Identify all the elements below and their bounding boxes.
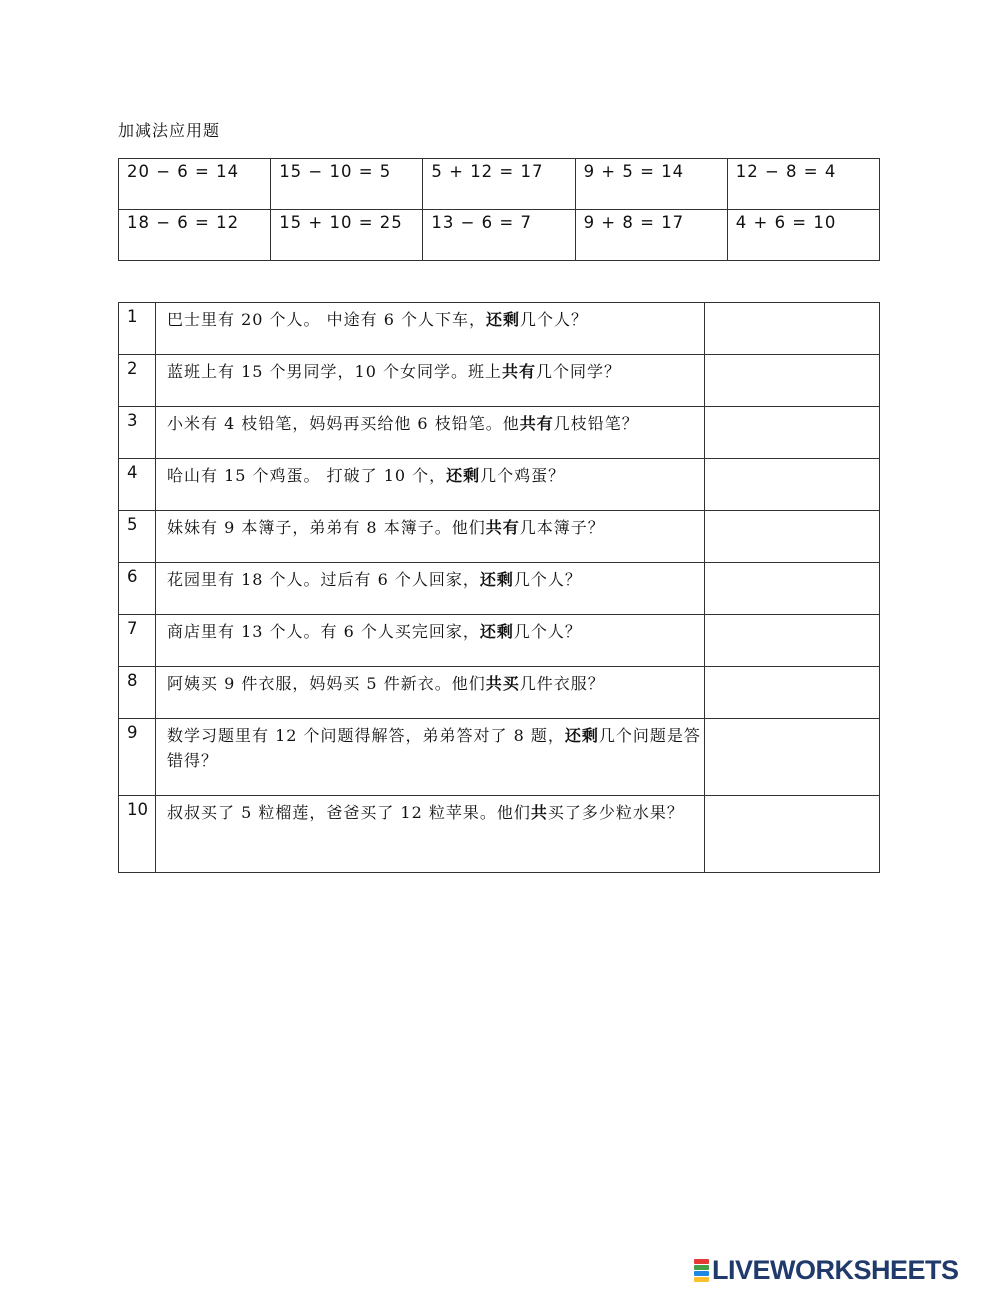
question-text-after: 几个人？ [513,622,582,641]
equation-cell: 5 + 12 = 17 [423,159,575,210]
question-text-before: 小米有 4 枝铅笔，妈妈再买给他 6 枝铅笔。他 [166,414,520,433]
question-number: 3 [119,407,156,459]
question-text [155,459,704,511]
question-number: 9 [119,719,156,796]
question-text-after: 几个问题是答错得？ [166,726,701,770]
equation-cell: 15 + 10 = 25 [271,210,423,261]
question-text-after: 几件衣服？ [519,674,605,693]
question-text-before: 蓝班上有 15 个男同学，10 个女同学。班上 [166,362,502,381]
equation-table [118,158,880,261]
equation-cell: 9 + 5 = 14 [575,159,727,210]
answer-box[interactable] [705,511,880,563]
question-text [155,796,704,873]
answer-box[interactable] [705,615,880,667]
question-row [119,303,880,355]
question-text-before: 商店里有 13 个人。有 6 个人买完回家， [166,622,480,641]
equation-cell: 12 − 8 = 4 [727,159,879,210]
question-row [119,511,880,563]
question-text-before: 阿姨买 9 件衣服，妈妈买 5 件新衣。他们 [166,674,486,693]
question-text-after: 几枝铅笔？ [553,414,639,433]
equation-cell: 9 + 8 = 17 [575,210,727,261]
answer-box[interactable] [705,459,880,511]
question-text [155,563,704,615]
question-text-before: 数学习题里有 12 个问题得解答，弟弟答对了 8 题， [166,726,565,745]
answer-box[interactable] [705,667,880,719]
question-text [155,667,704,719]
question-number: 7 [119,615,156,667]
equation-cell: 4 + 6 = 10 [727,210,879,261]
question-keyword: 还剩 [564,726,599,745]
equation-cell: 20 − 6 = 14 [119,159,271,210]
question-number: 5 [119,511,156,563]
equation-row [119,210,880,261]
question-keyword: 还剩 [446,466,481,485]
answer-box[interactable] [705,303,880,355]
question-row [119,563,880,615]
question-number: 2 [119,355,156,407]
question-number: 1 [119,303,156,355]
answer-box[interactable] [705,355,880,407]
liveworksheets-logo [694,1255,959,1285]
question-number: 6 [119,563,156,615]
equation-cell: 15 − 10 = 5 [271,159,423,210]
question-table [118,302,880,873]
question-row [119,407,880,459]
worksheet-title: 加减法应用题 [118,121,221,140]
equation-row [119,159,880,210]
question-keyword: 还剩 [479,570,514,589]
question-row [119,615,880,667]
question-text-after: 几本簿子？ [519,518,605,537]
question-text-before: 哈山有 15 个鸡蛋。 打破了 10 个， [166,466,447,485]
question-text [155,303,704,355]
question-keyword: 共有 [501,362,536,381]
question-keyword: 共有 [519,414,554,433]
question-keyword: 共 [530,803,548,822]
question-text-before: 巴士里有 20 个人。 中途有 6 个人下车， [166,310,486,329]
question-text [155,719,704,796]
question-text-before: 叔叔买了 5 粒榴莲，爸爸买了 12 粒苹果。他们 [166,803,531,822]
question-text-before: 花园里有 18 个人。过后有 6 个人回家， [166,570,480,589]
question-text-after: 几个人？ [513,570,582,589]
question-text-after: 几个同学？ [535,362,621,381]
question-text [155,355,704,407]
question-keyword: 共有 [485,518,520,537]
logo-text: LIVEWORKSHEETS [712,1254,959,1285]
question-text [155,511,704,563]
logo-blocks-icon [694,1259,709,1282]
question-text-before: 妹妹有 9 本簿子，弟弟有 8 本簿子。他们 [166,518,486,537]
question-text-after: 买了多少粒水果？ [547,803,684,822]
question-number: 10 [119,796,156,873]
equation-cell: 13 − 6 = 7 [423,210,575,261]
answer-box[interactable] [705,563,880,615]
answer-box[interactable] [705,796,880,873]
question-row [119,459,880,511]
question-number: 4 [119,459,156,511]
question-text-after: 几个人？ [519,310,588,329]
question-number: 8 [119,667,156,719]
question-text [155,407,704,459]
question-row [119,667,880,719]
question-keyword: 还剩 [479,622,514,641]
answer-box[interactable] [705,407,880,459]
answer-box[interactable] [705,719,880,796]
question-text-after: 几个鸡蛋？ [480,466,566,485]
question-keyword: 共买 [485,674,520,693]
equation-cell: 18 − 6 = 12 [119,210,271,261]
question-row [119,355,880,407]
question-keyword: 还剩 [485,310,520,329]
question-row [119,796,880,873]
question-text [155,615,704,667]
question-row [119,719,880,796]
